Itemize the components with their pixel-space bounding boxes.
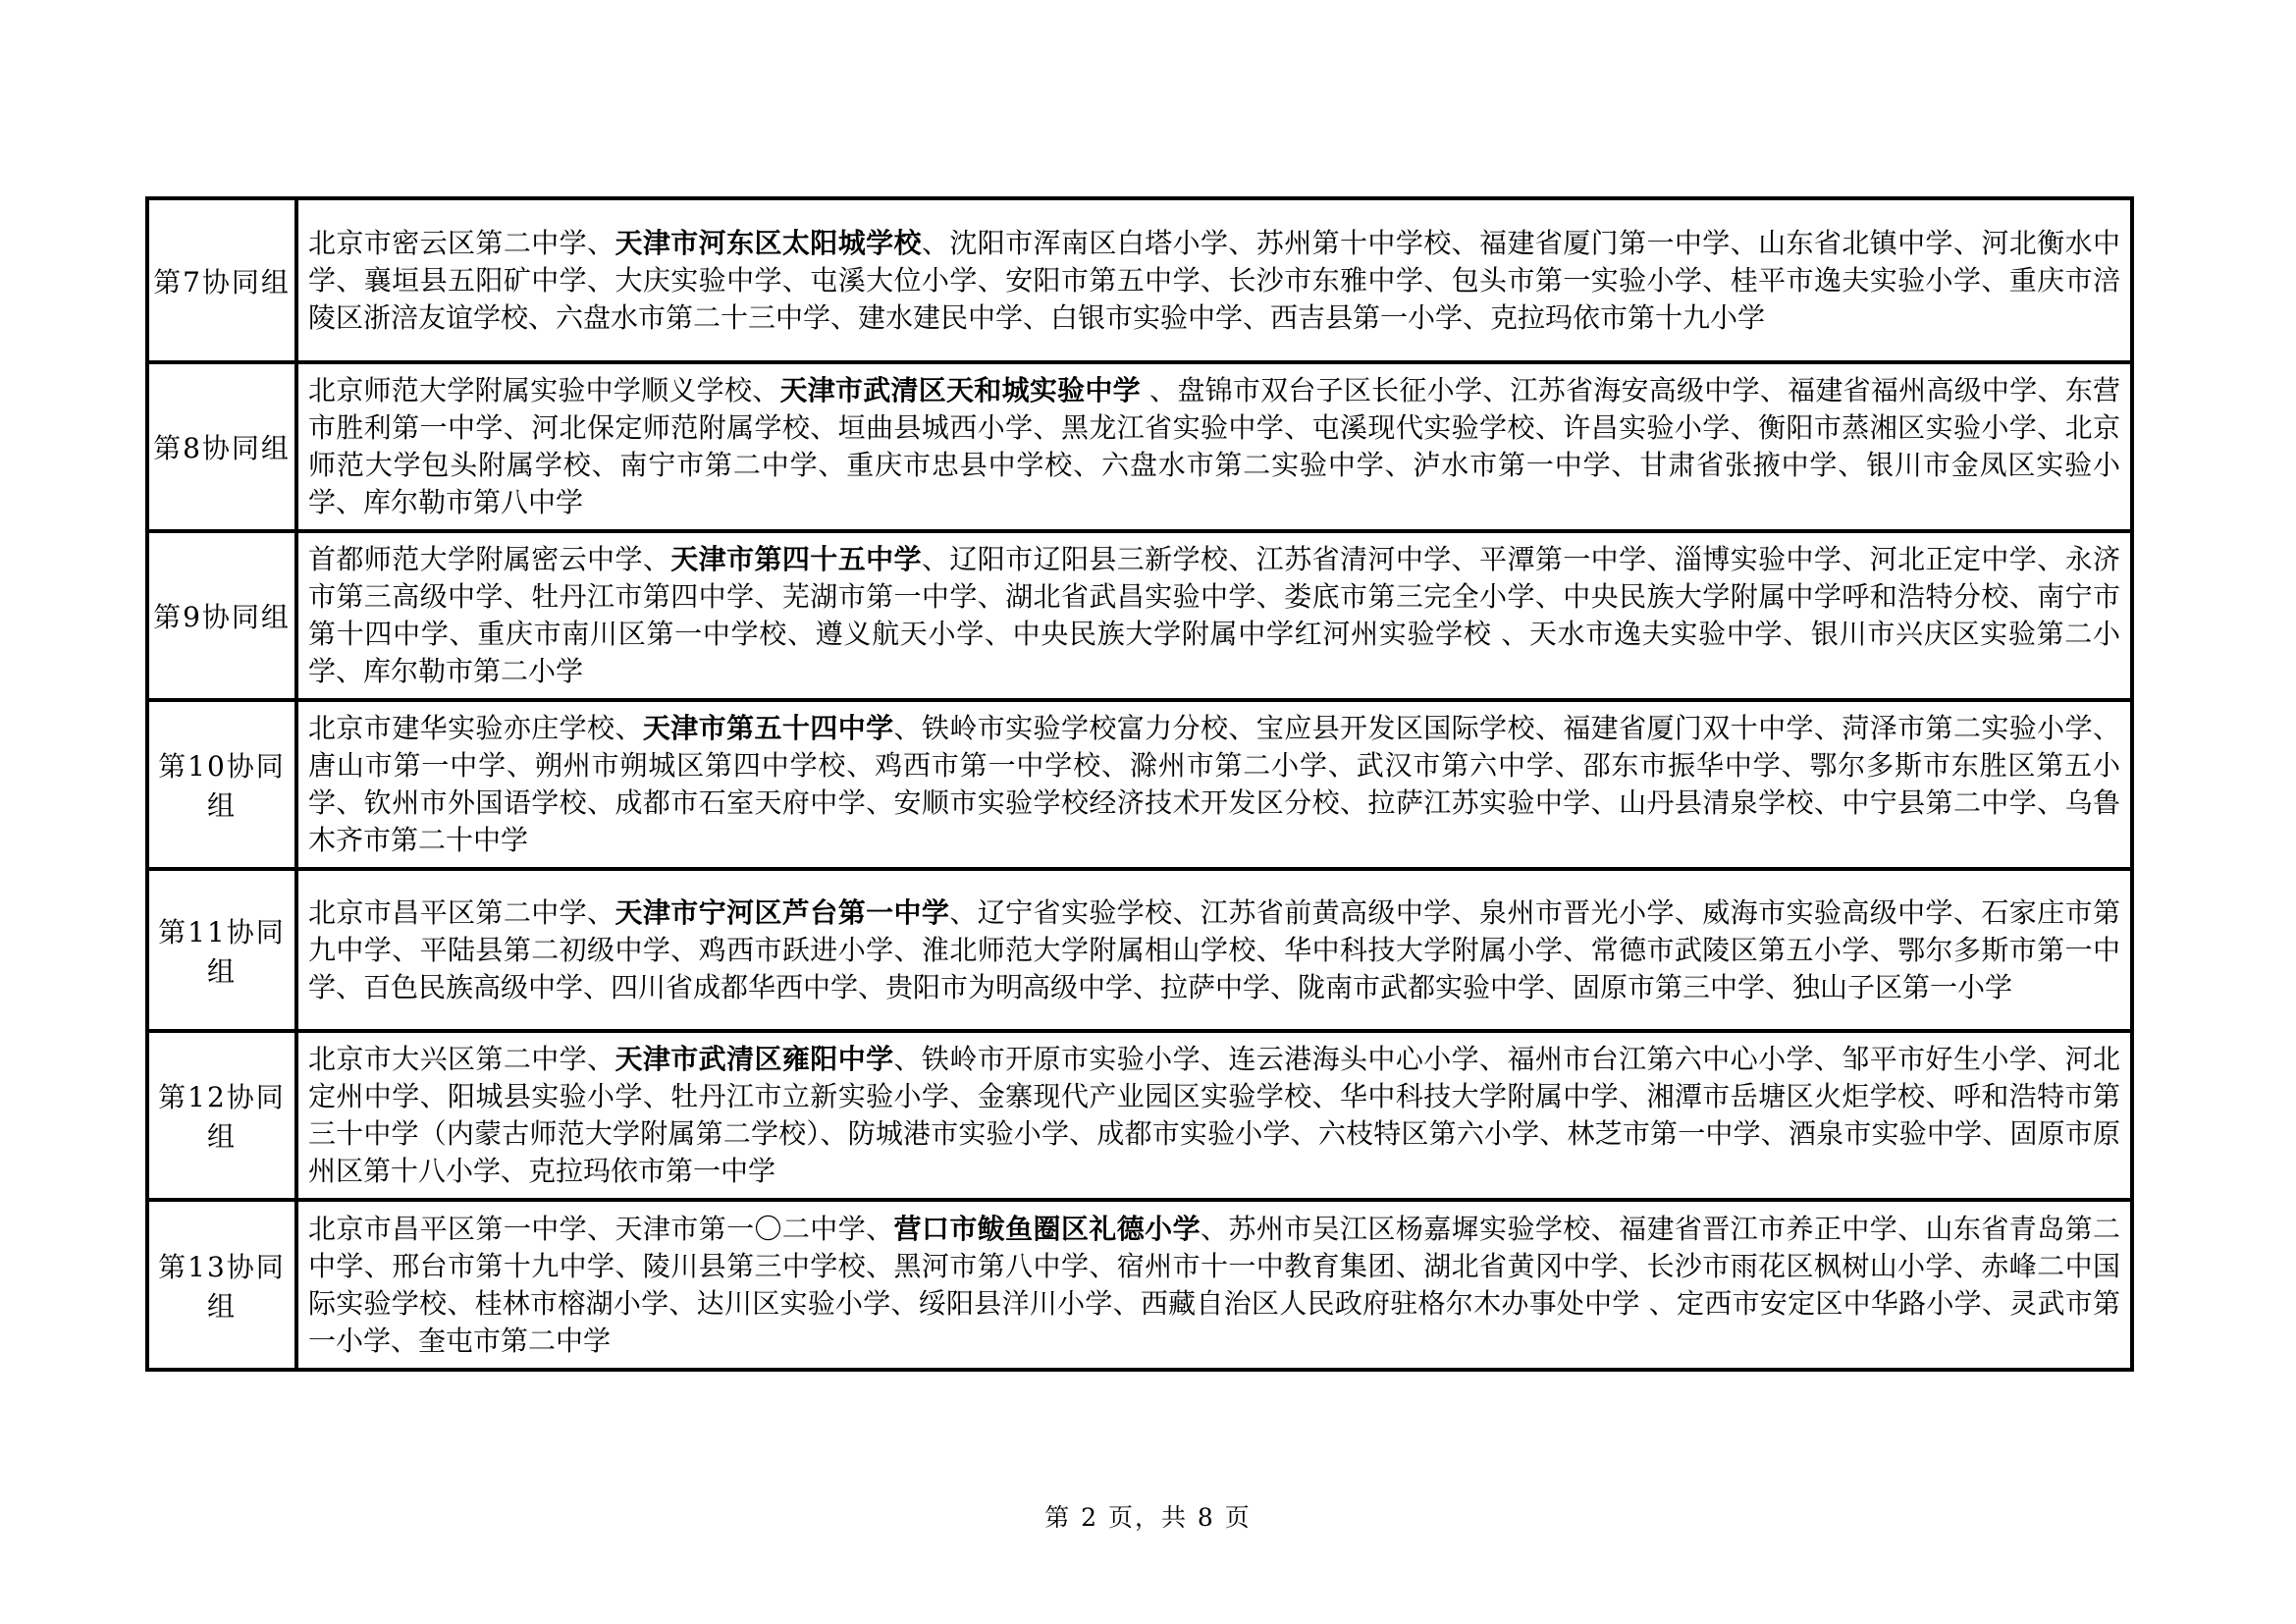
school-list-text: 、铁岭市开原市实验小学、连云港海头中心小学、福州市台江第六中心小学、邹平市好生小学、河北定州中学、阳城县实验小学、牡丹江市立新实验小学、金寨现代产业园区实验学校、华中科技大学附属中学、湘潭市岳塘区火炬学校、呼和浩特市第三十中学（内蒙古师范大学附属第二学校）、防城港市实验小学、成都市实验小学、六枝特区第六小学、林芝市第一中学、酒泉市实验中学、固原市原州区第十八小学、克拉玛依市第一中学 xyxy=(308,1043,2120,1187)
school-list-text: 、辽阳市辽阳县三新学校、江苏省清河中学、平潭第一中学、淄博实验中学、河北正定中学、永济市第三高级中学、牡丹江市第四中学、芜湖市第一中学、湖北省武昌实验中学、娄底市第三完全小学、中央民族大学附属中学呼和浩特分校、南宁市第十四中学、重庆市南川区第一中学校、遵义航天小学、中央民族大学附属中学红河州实验学校 、天水市逸夫实验中学、银川市兴庆区实验第二小学、库尔勒市第二小学 xyxy=(308,543,2120,687)
school-list-text: 北京师范大学附属实验中学顺义学校、 xyxy=(308,374,780,406)
school-list-text: 、沈阳市浑南区白塔小学、苏州第十中学校、福建省厦门第一中学、山东省北镇中学、河北衡水中学、襄垣县五阳矿中学、大庆实验中学、屯溪大位小学、安阳市第五中学、长沙市东雅中学、包头市第一实验小学、桂平市逸夫实验小学、重庆市涪陵区浙涪友谊学校、六盘水市第二十三中学、建水建民中学、白银市实验中学、西吉县第一小学、克拉玛依市第十九小学 xyxy=(308,226,2120,334)
school-list xyxy=(296,869,2132,1031)
school-name-highlighted: 营口市鲅鱼圈区礼德小学 xyxy=(893,1212,1201,1245)
school-name-highlighted: 天津市第四十五中学 xyxy=(670,543,922,575)
school-list xyxy=(296,1200,2132,1370)
school-list-text: 北京市昌平区第一中学、天津市第一〇二中学、 xyxy=(308,1212,894,1245)
table-body xyxy=(147,198,2132,1370)
group-label: 第7协同组 xyxy=(147,198,296,362)
school-list-text: 、辽宁省实验学校、江苏省前黄高级中学、泉州市晋光小学、威海市实验高级中学、石家庄市第九中学、平陆县第二初级中学、鸡西市跃进小学、淮北师范大学附属相山学校、华中科技大学附属小学、常德市武陵区第五小学、鄂尔多斯市第一中学、百色民族高级中学、四川省成都华西中学、贵阳市为明高级中学、拉萨中学、陇南市武都实验中学、固原市第三中学、独山子区第一小学 xyxy=(308,895,2120,1003)
school-list xyxy=(296,700,2132,869)
group-label: 第10协同组 xyxy=(147,700,296,869)
school-name-highlighted: 天津市第五十四中学 xyxy=(642,712,894,744)
school-list-text: 、盘锦市双台子区长征小学、江苏省海安高级中学、福建省福州高级中学、东营市胜利第一中学、河北保定师范附属学校、垣曲县城西小学、黑龙江省实验中学、屯溪现代实验学校、许昌实验小学、衡阳市蒸湘区实验小学、北京师范大学包头附属学校、南宁市第二中学、重庆市忠县中学校、六盘水市第二实验中学、泸水市第一中学、甘肃省张掖中学、银川市金凤区实验小学、库尔勒市第八中学 xyxy=(308,374,2120,518)
school-name-highlighted: 天津市武清区天和城实验中学 xyxy=(779,374,1141,406)
table-row xyxy=(147,1031,2132,1200)
table-row xyxy=(147,1200,2132,1370)
table-row xyxy=(147,531,2132,700)
table-row xyxy=(147,198,2132,362)
school-name-highlighted: 天津市河东区太阳城学校 xyxy=(614,226,922,259)
table-row xyxy=(147,362,2132,531)
page-number-footer: 第 2 页，共 8 页 xyxy=(1044,1503,1252,1532)
school-list-text: 首都师范大学附属密云中学、 xyxy=(308,543,671,575)
school-list xyxy=(296,531,2132,700)
school-list-text: 北京市昌平区第二中学、 xyxy=(308,895,615,929)
school-list-text: 北京市建华实验亦庄学校、 xyxy=(308,712,643,744)
school-list xyxy=(296,362,2132,531)
school-list xyxy=(296,1031,2132,1200)
group-label: 第12协同组 xyxy=(147,1031,296,1200)
group-label: 第9协同组 xyxy=(147,531,296,700)
table-row xyxy=(147,869,2132,1031)
school-name-highlighted: 天津市武清区雍阳中学 xyxy=(614,1043,894,1075)
school-list-text: 北京市密云区第二中学、 xyxy=(308,226,615,259)
group-label: 第11协同组 xyxy=(147,869,296,1031)
school-name-highlighted: 天津市宁河区芦台第一中学 xyxy=(614,895,950,929)
school-list xyxy=(296,198,2132,362)
table-row xyxy=(147,700,2132,869)
group-label: 第8协同组 xyxy=(147,362,296,531)
collaboration-groups-table xyxy=(145,196,2134,1372)
school-list-text: 、铁岭市实验学校富力分校、宝应县开发区国际学校、福建省厦门双十中学、菏泽市第二实验小学、唐山市第一中学、朔州市朔城区第四中学校、鸡西市第一中学校、滁州市第二小学、武汉市第六中学、邵东市振华中学、鄂尔多斯市东胜区第五小学、钦州市外国语学校、成都市石室天府中学、安顺市实验学校经济技术开发区分校、拉萨江苏实验中学、山丹县清泉学校、中宁县第二中学、乌鲁木齐市第二十中学 xyxy=(308,712,2120,856)
school-list-text: 北京市大兴区第二中学、 xyxy=(308,1043,615,1075)
group-label: 第13协同组 xyxy=(147,1200,296,1370)
school-list-text: 、苏州市吴江区杨嘉墀实验学校、福建省晋江市养正中学、山东省青岛第二中学、邢台市第十九中学、陵川县第三中学校、黑河市第八中学、宿州市十一中教育集团、湖北省黄冈中学、长沙市雨花区枫树山小学、赤峰二中国际实验学校、桂林市榕湖小学、达川区实验小学、绥阳县洋川小学、西藏自治区人民政府驻格尔木办事处中学 、定西市安定区中华路小学、灵武市第一小学、奎屯市第二中学 xyxy=(308,1212,2120,1357)
